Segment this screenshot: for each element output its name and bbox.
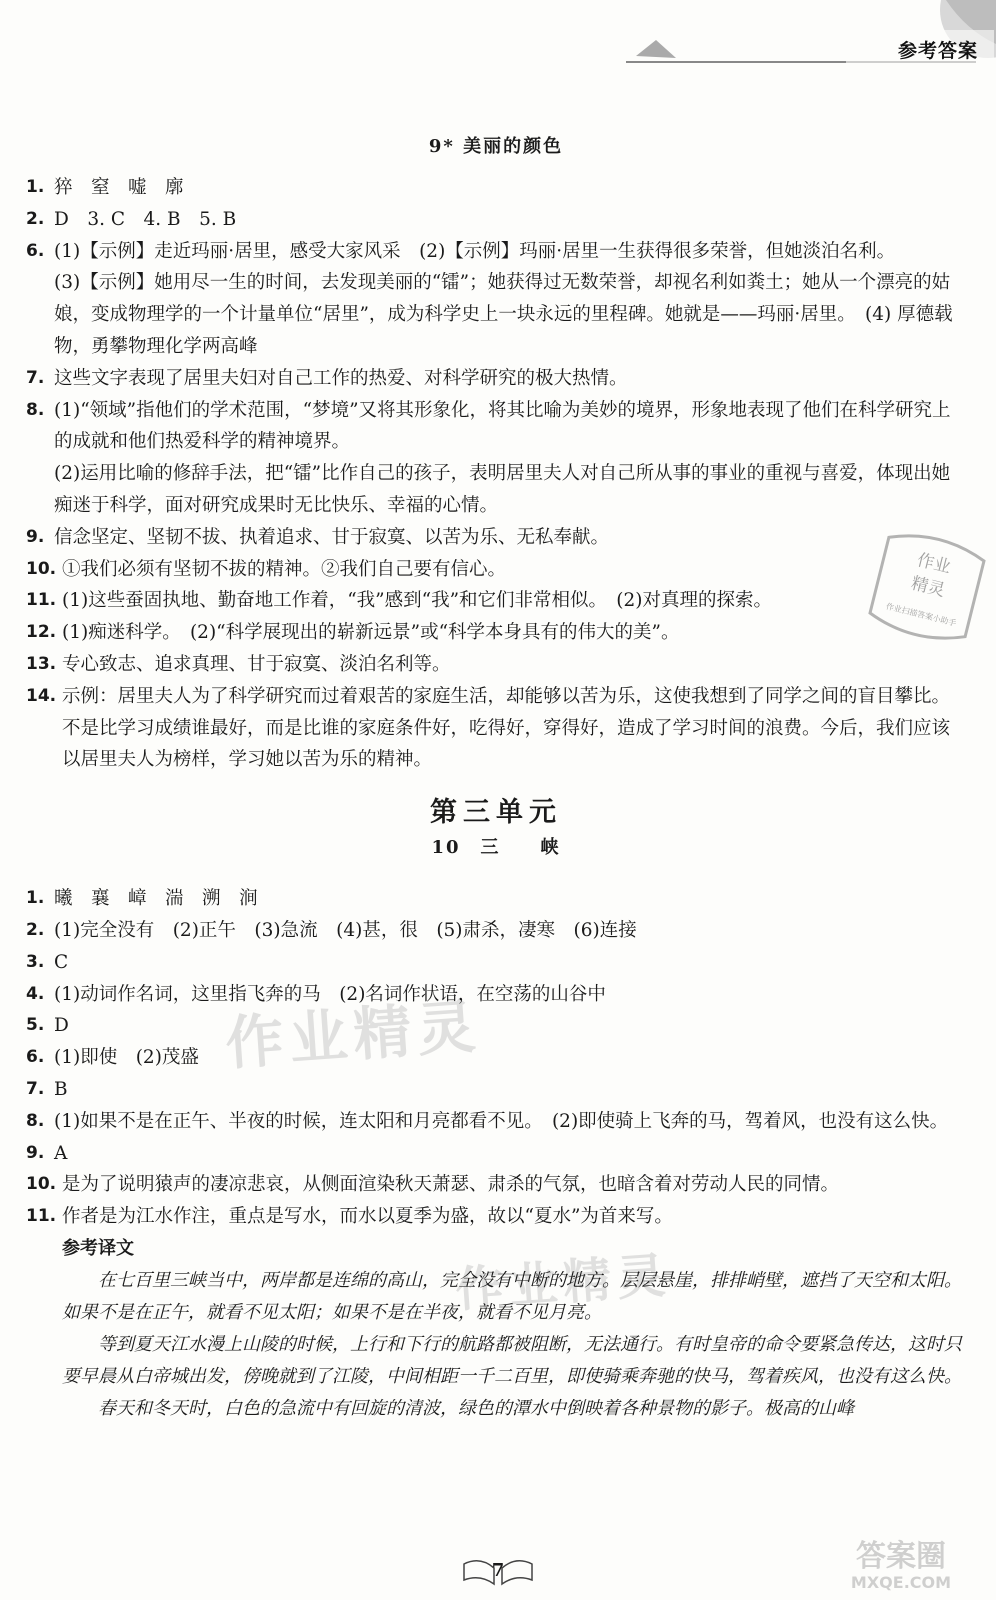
answer-item — [26, 1010, 966, 1042]
answer-text — [54, 363, 966, 395]
answer-item — [26, 236, 966, 363]
answer-text — [54, 236, 966, 363]
unit-title: 第三单元 — [430, 797, 562, 829]
stamp-line-1: 作业 — [914, 550, 953, 578]
answer-line: 猝 窒 嘘 廓 — [54, 177, 184, 198]
answer-number: 5. — [26, 1015, 45, 1036]
translation-body — [26, 1265, 966, 1425]
answer-text — [62, 681, 966, 776]
answer-item — [26, 204, 966, 236]
answer-number: 8. — [26, 1110, 45, 1131]
answer-text — [62, 617, 966, 649]
answer-item — [26, 554, 966, 586]
answer-line: 信念坚定、坚韧不拔、执着追求、甘于寂寞、以苦为乐、无私奉献。 — [54, 526, 610, 548]
watermark: 作业精灵 — [453, 1247, 674, 1319]
answer-text — [54, 1010, 966, 1042]
answer-text — [62, 1201, 966, 1233]
answer-text — [62, 649, 966, 681]
answer-list — [26, 172, 966, 776]
answer-line: (1)即使 (2)茂盛 — [54, 1047, 199, 1069]
answer-item — [26, 1169, 966, 1201]
answer-line: ①我们必须有坚韧不拔的精神。②我们自己要有信心。 — [62, 558, 507, 580]
answer-item — [26, 1074, 966, 1106]
answer-text — [54, 1106, 966, 1138]
answer-number: 2. — [26, 208, 45, 229]
corner-watermark-top: 答案圈 — [856, 1539, 946, 1574]
translation-title: 参考译文 — [62, 1237, 134, 1259]
section-title: 9* 美丽的颜色 — [428, 136, 564, 157]
answer-number: 2. — [26, 919, 45, 940]
answer-line: (1)完全没有 (2)正午 (3)急流 (4)甚，很 (5)肃杀，凄寒 (6)连接 — [54, 919, 637, 941]
answer-text — [62, 585, 966, 617]
answer-line: 专心致志、追求真理、甘于寂寞、淡泊名利等。 — [62, 653, 451, 675]
answer-item — [26, 172, 966, 204]
answer-text — [54, 1074, 966, 1106]
answer-number: 1. — [26, 888, 45, 909]
answer-number: 7. — [26, 1078, 45, 1099]
answer-number: 10. — [26, 558, 57, 579]
answer-line: (1)【示例】走近玛丽·居里，感受大家风采 (2)【示例】玛丽·居里一生获得很多荣誉，但她淡泊名利。 — [54, 240, 896, 262]
answer-text — [54, 979, 966, 1011]
answer-number: 3. — [26, 951, 45, 972]
answer-line: D 3. C 4. B 5. B — [54, 208, 237, 230]
answer-line: (1)动词作名词，这里指飞奔的马 (2)名词作状语，在空荡的山谷中 — [54, 983, 606, 1005]
answer-line: C — [54, 951, 69, 973]
answer-line: (1)如果不是在正午、半夜的时候，连太阳和月亮都看不见。 (2)即使骑上飞奔的马，驾着风，也没有这么快。 — [54, 1110, 949, 1132]
answer-number: 11. — [26, 1206, 57, 1227]
answer-line: 是为了说明猿声的凄凉悲哀，从侧面渲染秋天萧瑟、肃杀的气氛，也暗含着对劳动人民的同情。 — [62, 1174, 840, 1196]
corner-watermark-bottom: MXQE.COM — [850, 1573, 952, 1592]
answer-text — [54, 172, 966, 204]
answer-text — [54, 915, 966, 947]
answer-text — [54, 1138, 966, 1170]
answer-line: (2)运用比喻的修辞手法，把“镭”比作自己的孩子，表明居里夫人对自己所从事的事业的重视与喜爱，体现出她痴迷于科学，面对研究成果时无比快乐、幸福的心情。 — [54, 463, 951, 516]
answer-text — [54, 395, 966, 522]
answer-text — [54, 204, 966, 236]
translation-paragraph: 等到夏天江水漫上山陵的时候，上行和下行的航路都被阻断，无法通行。有时皇帝的命令要紧急传达，这时只要早晨从白帝城出发，傍晚就到了江陵，中间相距一千二百里，即使骑乘奔驰的快马，驾着疾风，也没有这么快。 — [62, 1333, 962, 1387]
answer-list — [26, 883, 966, 1233]
lesson-title: 10 三 峡 — [431, 837, 561, 859]
answer-number: 14. — [26, 685, 57, 706]
answer-number: 6. — [26, 1047, 45, 1068]
answer-item — [26, 1201, 966, 1233]
page-number: 7 — [491, 1560, 505, 1581]
answer-item — [26, 883, 966, 915]
answer-item — [26, 1106, 966, 1138]
translation-paragraph: 春天和冬天时，白色的急流中有回旋的清波，绿色的潭水中倒映着各种景物的影子。极高的山峰 — [98, 1397, 854, 1419]
answer-number: 12. — [26, 622, 57, 643]
answer-line: 作者是为江水作注，重点是写水，而水以夏季为盛，故以“夏水”为首来写。 — [62, 1206, 673, 1228]
answer-text — [54, 522, 966, 554]
answer-item — [26, 947, 966, 979]
answer-item — [26, 617, 966, 649]
answer-number: 11. — [26, 590, 57, 611]
answer-line: (1)这些蚕固执地、勤奋地工作着，“我”感到“我”和它们非常相似。 (2)对真理的探索。 — [62, 590, 772, 612]
answer-line: 曦 襄 嶂 湍 溯 涧 — [54, 888, 258, 910]
translation-paragraph: 在七百里三峡当中，两岸都是连绵的高山，完全没有中断的地方。层层悬崖，排排峭壁，遮挡了天空和太阳。如果不是在正午，就看不见太阳；如果不是在半夜，就看不见月亮。 — [62, 1269, 962, 1323]
answer-number: 8. — [26, 399, 45, 420]
answer-number: 7. — [26, 367, 45, 388]
answer-item — [26, 979, 966, 1011]
answer-item — [26, 585, 966, 617]
header-label: 参考答案 — [897, 40, 978, 62]
answer-item — [26, 363, 966, 395]
answer-line: 这些文字表现了居里夫妇对自己工作的热爱、对科学研究的极大热情。 — [54, 367, 628, 389]
answer-item — [26, 915, 966, 947]
watermark: 作业精灵 — [223, 992, 484, 1078]
answer-item — [26, 1138, 966, 1170]
stamp-line-2: 精灵 — [909, 573, 947, 602]
corner-watermark — [816, 1534, 986, 1592]
answer-line: 示例：居里夫人为了科学研究而过着艰苦的家庭生活，却能够以苦为乐，这使我想到了同学之间的盲目攀比。不是比学习成绩谁最好，而是比谁的家庭条件好，吃得好，穿得好，造成了学习时间的浪费。今后，我们应该以居里夫人为榜样，学习她以苦为乐的精神。 — [62, 685, 951, 771]
answer-line: (3)【示例】她用尽一生的时间，去发现美丽的“镭”；她获得过无数荣誉，却视名利如粪土；她从一个漂亮的姑娘，变成物理学的一个计量单位“居里”，成为科学史上一块永远的里程碑。她就是——玛丽·居里。 (4) 厚德载物，勇攀物理化学两高峰 — [54, 272, 953, 357]
page-footer — [460, 1554, 536, 1590]
answer-item — [26, 681, 966, 776]
answer-number: 4. — [26, 983, 45, 1004]
answer-text — [54, 947, 966, 979]
answer-line: A — [54, 1142, 68, 1164]
answer-line: (1)痴迷科学。 (2)“科学展现出的崭新远景”或“科学本身具有的伟大的美”。 — [62, 622, 680, 644]
answer-number: 6. — [26, 240, 45, 261]
answer-number: 9. — [26, 526, 45, 547]
answer-line: (1)“领域”指他们的学术范围，“梦境”又将其形象化，将其比喻为美妙的境界，形象地表现了他们在科学研究上的成就和他们热爱科学的精神境界。 — [54, 399, 951, 453]
answer-text — [62, 554, 966, 586]
answer-item — [26, 395, 966, 522]
answer-number: 10. — [26, 1174, 57, 1195]
answer-text — [54, 1042, 966, 1074]
answer-text — [62, 1169, 966, 1201]
answer-item — [26, 1042, 966, 1074]
answer-item — [26, 649, 966, 681]
answer-item — [26, 522, 966, 554]
answer-number: 13. — [26, 653, 57, 674]
answer-number: 1. — [26, 177, 45, 197]
answer-text — [54, 883, 966, 915]
answer-line: D — [54, 1015, 69, 1037]
page-content — [26, 128, 966, 1425]
answer-number: 9. — [26, 1142, 45, 1163]
stamp-line-3: 作业扫描答案小助手 — [885, 601, 958, 628]
answer-line: B — [54, 1078, 68, 1100]
